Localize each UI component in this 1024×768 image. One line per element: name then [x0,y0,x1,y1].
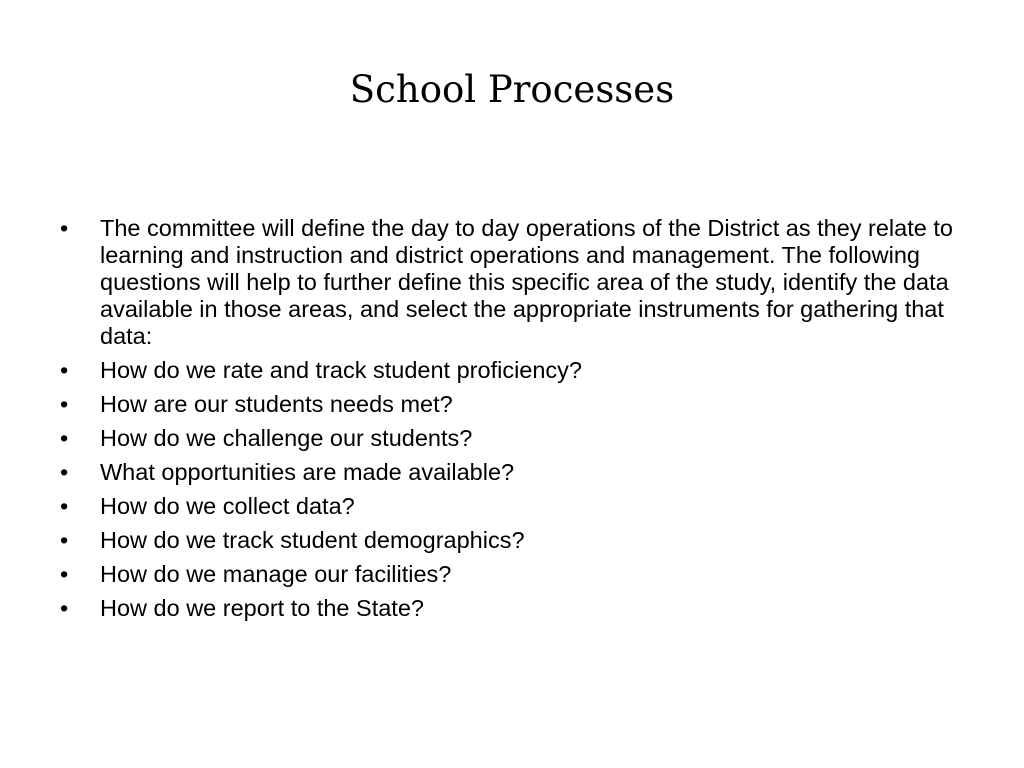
bullet-item [60,595,970,622]
bullet-text: How do we manage our facilities? [100,561,452,587]
bullet-item [60,527,970,554]
bullet-item [60,459,970,486]
bullet-marker: • [60,493,69,519]
bullet-item [60,561,970,588]
bullet-item [60,493,970,520]
bullet-marker: • [60,357,69,383]
bullet-text: How do we report to the State? [100,595,424,621]
bullet-text: How are our students needs met? [100,391,453,417]
bullet-text: How do we collect data? [100,493,355,519]
bullet-item [60,391,970,418]
bullet-item [60,357,970,384]
slide-title: School Processes [349,68,675,111]
bullet-text: The committee will define the day to day operations of the District as they relate to learning and instruction and district operations and management. The following questions will help to further define this specific area of the study, identify the data available in those areas, and select the appropriate instruments for gathering that data: [100,215,953,349]
bullet-text: How do we rate and track student proficiency? [100,357,583,383]
bullet-marker: • [60,595,69,621]
bullet-item [60,215,970,350]
bullet-marker: • [60,425,69,451]
bullet-marker: • [60,215,69,241]
bullet-list [60,215,970,629]
bullet-marker: • [60,561,69,587]
bullet-marker: • [60,459,69,485]
bullet-text: How do we track student demographics? [100,527,525,553]
bullet-marker: • [60,527,69,553]
bullet-item [60,425,970,452]
bullet-text: What opportunities are made available? [100,459,515,485]
bullet-text: How do we challenge our students? [100,425,473,451]
bullet-marker: • [60,391,69,417]
